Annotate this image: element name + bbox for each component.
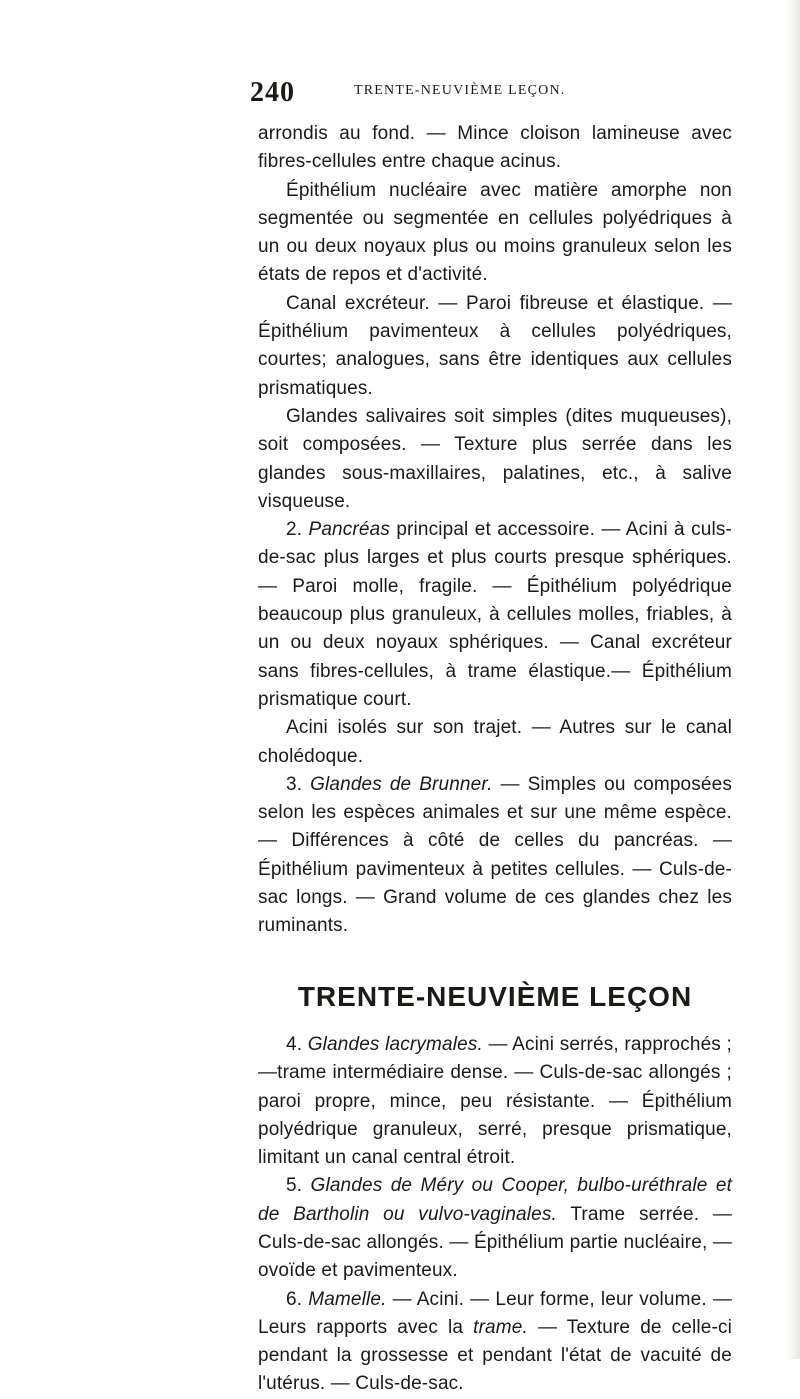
item-text: — Acini serrés, rapprochés ;—trame intermédiaire dense. — Culs-de-sac allongés ; paroi propre, mince, peu résistante. — Épithélium polyédrique granuleux, serré, presque prismatique, limitant un canal central étroit. <box>258 1033 732 1169</box>
item-title: Glandes de Méry ou Cooper, bulbo-uréthrale et de Bartholin ou vulvo-vaginales. <box>258 1175 732 1225</box>
paragraph <box>258 1031 732 1172</box>
item-title: Pancréas <box>308 519 390 541</box>
page-edge-shadow <box>786 0 800 1359</box>
paragraph: Canal excréteur. — Paroi fibreuse et élastique. — Épithélium pavimenteux à cellules polyédriques, courtes; analogues, sans être identiques aux cellules prismatiques. <box>258 292 732 399</box>
paragraph <box>258 516 732 714</box>
item-text: — Simples ou composées selon les espèces animales et sur une même espèce. — Différences à côté de celles du pancréas. — Épithélium pavimenteux à petites cellules. — Culs-de-sac longs. — Grand volume de ces glandes chez les ruminants. <box>258 773 732 937</box>
running-title: TRENTE-NEUVIÈME LEÇON. <box>354 83 566 98</box>
item-emphasis: trame. <box>473 1316 528 1338</box>
item-number: 2. <box>286 519 303 541</box>
section-heading: TRENTE-NEUVIÈME LEÇON <box>297 980 693 1012</box>
item-number: 5. <box>286 1175 303 1197</box>
paragraph: Glandes salivaires soit simples (dites muqueuses), soit composées. — Texture plus serrée dans les glandes sous-maxillaires, palatines, etc., à salive visqueuse. <box>258 405 732 512</box>
item-title: Mamelle. <box>308 1288 387 1310</box>
item-text: principal et accessoire. — Acini à culs-de-sac plus larges et plus courts presque sphériques. — Paroi molle, fragile. — Épithélium polyédrique beaucoup plus granuleux, à cellules molles, friables, à un ou deux noyaux sphériques. — Canal excréteur sans fibres-cellules, à trame élastique.— Épithélium prismatique court. <box>258 519 732 710</box>
item-text: — Texture de celle-ci pendant la grossesse et pendant l'état de vacuité de l'utérus. — Culs-de-sac. <box>258 1316 732 1395</box>
paragraph: Acini isolés sur son trajet. — Autres sur le canal cholédoque. <box>258 717 732 767</box>
item-text: Trame serrée. — Culs-de-sac allongés. — Épithélium partie nucléaire, — ovoïde et pavimenteux. <box>258 1203 732 1282</box>
body-text <box>258 120 732 1399</box>
paragraph <box>258 771 732 941</box>
paragraph <box>258 1286 732 1399</box>
paragraph: arrondis au fond. — Mince cloison lamineuse avec fibres-cellules entre chaque acinus. <box>258 123 732 173</box>
page-number: 240 <box>250 77 295 108</box>
item-number: 3. <box>286 773 303 795</box>
paragraph <box>258 1172 732 1285</box>
item-title: Glandes lacrymales. <box>307 1033 483 1055</box>
item-number: 4. <box>286 1033 303 1055</box>
item-title: Glandes de Brunner. <box>310 773 493 795</box>
item-number: 6. <box>286 1288 303 1310</box>
paragraph: Épithélium nucléaire avec matière amorphe non segmentée ou segmentée en cellules polyédriques à un ou deux noyaux plus ou moins granuleux selon les états de repos et d'activité. <box>258 179 732 286</box>
item-text: — Acini. — Leur forme, leur volume. — Leurs rapports avec la <box>258 1288 732 1338</box>
